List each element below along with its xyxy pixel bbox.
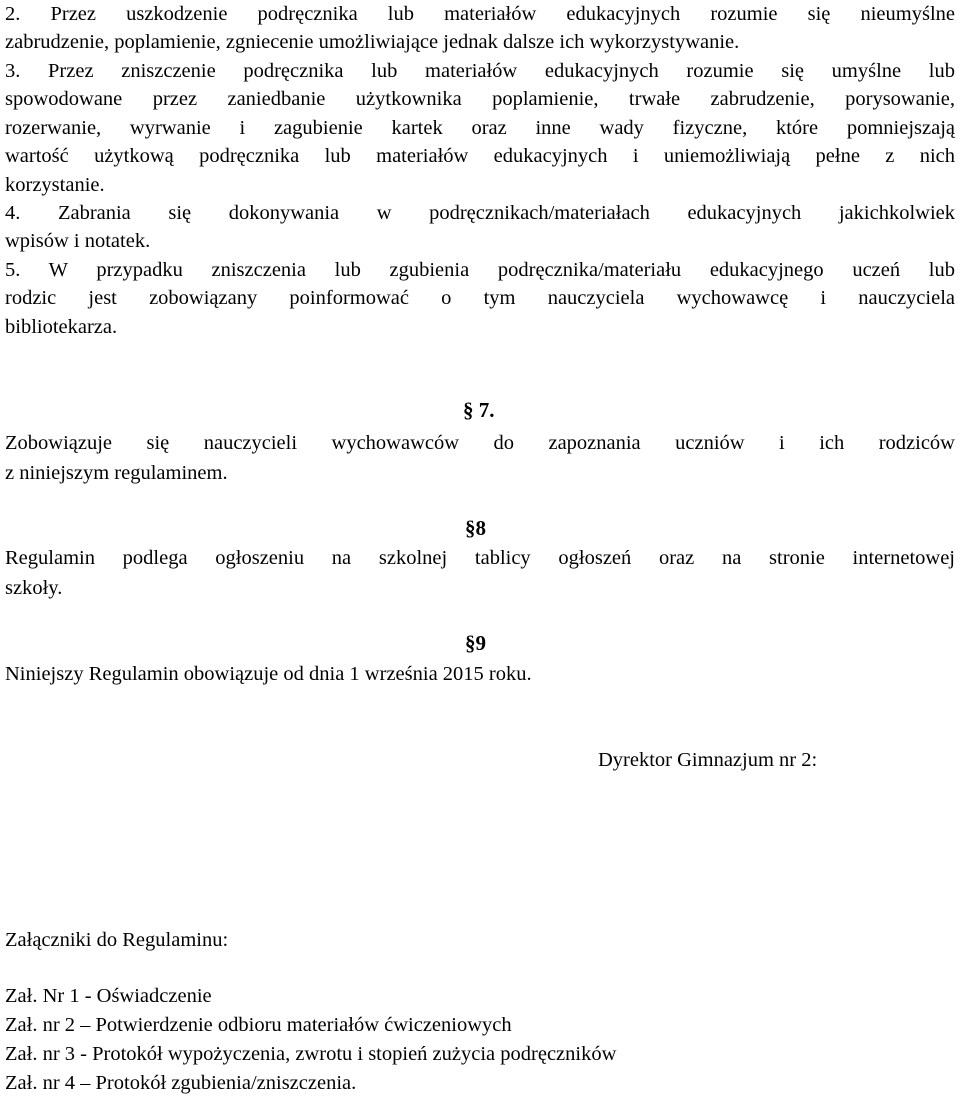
section-9-text: Niniejszy Regulamin obowiązuje od dnia 1 września 2015 roku. xyxy=(5,663,532,685)
regulation-point-2 xyxy=(5,0,955,57)
regulation-point-3 xyxy=(5,57,955,199)
regulation-point-4 xyxy=(5,199,955,256)
section-7-text xyxy=(5,428,955,488)
text-line: z niniejszym regulaminem. xyxy=(5,462,228,484)
text-line: 4. Zabrania się dokonywania w podręcznikach/materiałach edukacyjnych jakichkolwiek xyxy=(5,202,955,224)
text-line: wartość użytkową podręcznika lub materiałów edukacyjnych i uniemożliwiają pełne z nich xyxy=(5,145,955,168)
text-line: bibliotekarza. xyxy=(5,315,118,338)
attachment-item: Zał. nr 3 - Protokół wypożyczenia, zwrotu i stopień zużycia podręczników xyxy=(5,1043,617,1065)
text-line: rodzic jest zobowiązany poinformować o tym nauczyciela wychowawcę i nauczyciela xyxy=(5,287,955,310)
section-8-text xyxy=(5,543,955,603)
attachment-item: Zał. Nr 1 - Oświadczenie xyxy=(5,985,212,1007)
text-line: rozerwanie, wyrwanie i zagubienie kartek oraz inne wady fizyczne, które pomniejszają xyxy=(5,116,955,139)
section-7-heading: § 7. xyxy=(463,398,495,422)
text-line: spowodowane przez zaniedbanie użytkownika poplamienie, trwałe zabrudzenie, porysowanie, xyxy=(5,88,955,111)
attachment-item: Zał. nr 4 – Protokół zgubienia/zniszczenia. xyxy=(5,1072,357,1094)
text-line: Regulamin podlega ogłoszeniu na szkolnej tablicy ogłoszeń oraz na stronie internetowej xyxy=(5,547,955,569)
text-line: wpisów i notatek. xyxy=(5,230,151,253)
signature-line: Dyrektor Gimnazjum nr 2: xyxy=(598,749,818,771)
section-9-heading: §9 xyxy=(465,631,486,655)
regulation-point-5 xyxy=(5,256,955,341)
attachments-title: Załączniki do Regulaminu: xyxy=(5,929,229,951)
section-8-heading: §8 xyxy=(465,516,486,540)
text-line: 2. Przez uszkodzenie podręcznika lub materiałów edukacyjnych rozumie się nieumyślne xyxy=(5,3,955,25)
text-line: 5. W przypadku zniszczenia lub zgubienia podręcznika/materiału edukacyjnego uczeń lub xyxy=(5,259,955,281)
text-line: Zobowiązuje się nauczycieli wychowawców do zapoznania uczniów i ich rodziców xyxy=(5,432,955,454)
text-line: zabrudzenie, poplamienie, zgniecenie umożliwiające jednak dalsze ich wykorzystywanie. xyxy=(5,31,740,54)
text-line: szkoły. xyxy=(5,577,63,599)
text-line: 3. Przez zniszczenie podręcznika lub materiałów edukacyjnych rozumie się umyślne lub xyxy=(5,60,955,82)
attachment-item: Zał. nr 2 – Potwierdzenie odbioru materiałów ćwiczeniowych xyxy=(5,1014,512,1036)
text-line: korzystanie. xyxy=(5,173,105,196)
